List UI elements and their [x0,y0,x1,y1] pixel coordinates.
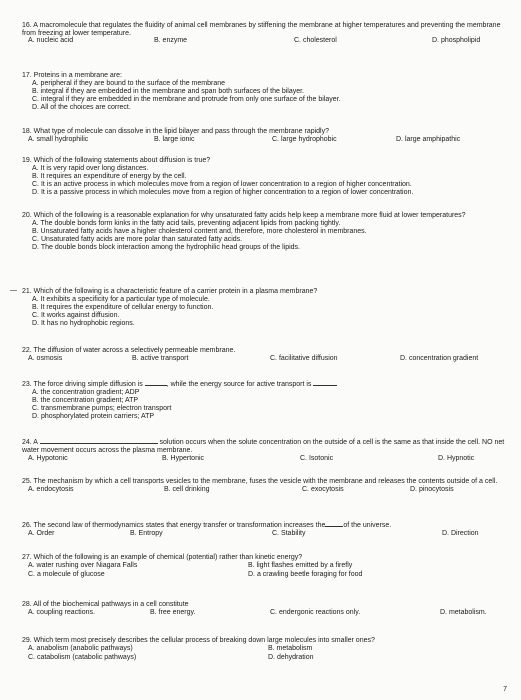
question-stem: 19. Which of the following statements about diffusion is true? [22,157,211,164]
option-c: C. facilitative diffusion [270,355,338,362]
option-a: A. It exhibits a specificity for a particular type of molecule. [32,296,210,303]
answer-blank[interactable] [40,437,158,444]
option-c: C. Isotonic [300,455,334,462]
page-number: 7 [503,686,507,693]
option-a: A. nucleic acid [28,37,74,44]
option-c: C. exocytosis [302,486,344,493]
option-d: D. It has no hydrophobic regions. [32,320,135,327]
option-c: C. It works against diffusion. [32,312,120,319]
question-28 [22,601,512,618]
option-a: A. The double bonds form kinks in the fatty acid tails, preventing adjacent lipids from packing tightly. [32,220,341,227]
option-a: A. Order [28,530,55,537]
question-stem: 22. The diffusion of water across a selectively permeable membrane. [22,347,236,354]
option-b: B. integral if they are embedded in the membrane and span both surfaces of the bilayer. [32,88,304,95]
option-c: C. It is an active process in which molecules move from a region of lower concentration to a region of higher concentration. [32,181,412,188]
question-18 [22,128,512,145]
option-c: C. Unsaturated fatty acids are more polar than saturated fatty acids. [32,236,243,243]
option-c: C. transmembrane pumps; electron transport [32,405,172,412]
option-b: B. large ionic [154,136,195,143]
option-b: B. light flashes emitted by a firefly [248,562,353,569]
option-c: C. integral if they are embedded in the membrane and protrude from only one surface of the bilayer. [32,96,341,103]
option-c: C. Stability [272,530,306,537]
option-d: D. All of the choices are correct. [32,104,131,111]
option-a: A. It is very rapid over long distances. [32,165,149,172]
option-d: D. a crawling beetle foraging for food [248,571,363,578]
option-b: B. metabolism [268,645,313,652]
option-d: D. It is a passive process in which molecules move from a region of higher concentration to a region of lower concentration. [32,189,414,196]
option-c: C. large hydrophobic [272,136,337,143]
question-23 [22,379,512,421]
option-d: D. metabolism. [440,609,487,616]
question-stem: 18. What type of molecule can dissolve in the lipid bilayer and pass through the membrane rapidly? [22,128,330,135]
question-stem: 17. Proteins in a membrane are: [22,72,122,79]
option-a: A. anabolism (anabolic pathways) [28,645,133,652]
option-b: B. enzyme [154,37,188,44]
question-stem: 28. All of the biochemical pathways in a cell constitute [22,601,189,608]
option-a: A. the concentration gradient; ADP [32,389,140,396]
option-a: A. peripheral if they are bound to the surface of the membrane [32,80,226,87]
question-stem: 21. Which of the following is a characteristic feature of a carrier protein in a plasma membrane? [22,288,318,295]
question-stem [22,520,512,530]
question-stem: 20. Which of the following is a reasonable explanation for why unsaturated fatty acids help keep a membrane more fluid at lower temperatures? [22,212,466,219]
option-d: D. Direction [442,530,479,537]
question-16 [22,22,512,46]
option-b: B. Hypertonic [162,455,205,462]
question-22 [22,347,512,364]
option-b: B. Unsaturated fatty acids have a higher cholesterol content and, therefore, more cholesterol in membranes. [32,228,367,235]
option-a: A. water rushing over Niagara Falls [28,562,138,569]
option-d: D. phosphorylated protein carriers; ATP [32,413,155,420]
question-17 [22,72,512,112]
option-b: B. It requires the expenditure of cellular energy to function. [32,304,214,311]
option-d: D. The double bonds block interaction among the hydrophilic head groups of the lipids. [32,244,300,251]
answer-blank-2[interactable] [313,379,337,386]
answer-blank[interactable] [325,520,343,527]
stem-part-2: of the universe. [343,522,392,529]
option-a: A. osmosis [28,355,63,362]
option-d: D. Hypnotic [438,455,475,462]
margin-mark: — [10,287,17,294]
question-stem: 29. Which term most precisely describes the cellular process of breaking down large molecules into smaller ones? [22,637,375,644]
question-stem: 16. A macromolecule that regulates the fluidity of animal cell membranes by stiffening the membrane at higher temperatures and preventing the membrane from freezing at lower temperature. [22,22,503,37]
question-20 [22,212,512,252]
option-c: C. endergonic reactions only. [270,609,361,616]
option-d: D. concentration gradient [400,355,479,362]
question-25 [22,478,512,495]
stem-part-1: 26. The second law of thermodynamics states that energy transfer or transformation increases the [22,522,326,529]
option-b: B. It requires an expenditure of energy by the cell. [32,173,187,180]
question-stem: 27. Which of the following is an example of chemical (potential) rather than kinetic energy? [22,554,303,561]
option-c: C. a molecule of glucose [28,571,105,578]
option-a: A. endocytosis [28,486,74,493]
question-stem [22,437,512,455]
option-b: B. Entropy [130,530,163,537]
stem-part-1: 23. The force driving simple diffusion is [22,381,143,388]
option-a: A. coupling reactions. [28,609,95,616]
option-b: B. the concentration gradient; ATP [32,397,139,404]
option-d: D. large amphipathic [396,136,461,143]
option-d: D. phospholipid [432,37,481,44]
question-21 [22,288,512,328]
option-b: B. active transport [132,355,189,362]
stem-part-1: 24. A [22,439,38,446]
option-d: D. pinocytosis [410,486,454,493]
option-c: C. cholesterol [294,37,337,44]
option-b: B. cell drinking [164,486,210,493]
question-26 [22,520,512,539]
option-b: B. free energy. [150,609,196,616]
stem-part-2: solution occurs when the solute concentration on the outside of a cell is the same as that inside the cell. NO net water movement occurs across the plasma membrane. [22,439,507,454]
option-c: C. catabolism (catabolic pathways) [28,654,137,661]
option-a: A. small hydrophilic [28,136,89,143]
answer-blank-1[interactable] [145,379,167,386]
question-stem [22,379,512,389]
stem-part-2: , while the energy source for active transport is [166,381,312,388]
question-24 [22,437,512,464]
option-d: D. dehydration [268,654,314,661]
question-27 [22,554,512,580]
question-stem: 25. The mechanism by which a cell transports vesicles to the membrane, fuses the vesicle with the membrane and releases the contents outside of a cell. [22,478,498,485]
question-29 [22,637,512,663]
question-19 [22,157,512,197]
option-a: A. Hypotonic [28,455,68,462]
